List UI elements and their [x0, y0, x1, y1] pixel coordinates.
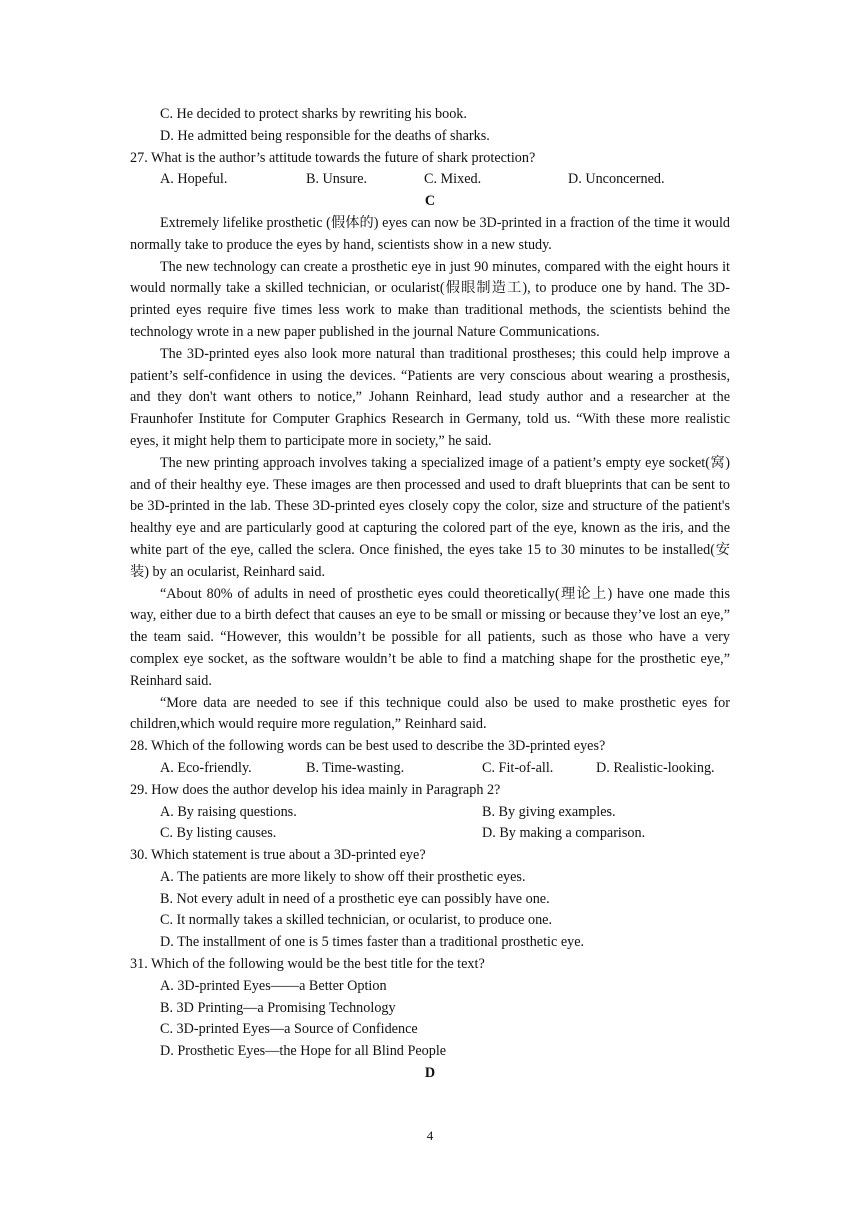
- q28-option-c: C. Fit-of-all.: [482, 759, 554, 776]
- q30-stem: 30. Which statement is true about a 3D-printed eye?: [130, 847, 426, 864]
- section-heading-c: C: [424, 193, 436, 210]
- q29-option-d: D. By making a comparison.: [482, 825, 646, 842]
- q30-option-d: D. The installment of one is 5 times faster than a traditional prosthetic eye.: [160, 934, 585, 951]
- q31-option-b: B. 3D Printing—a Promising Technology: [160, 999, 396, 1016]
- q29-stem: 29. How does the author develop his idea mainly in Paragraph 2?: [130, 781, 501, 798]
- q29-option-c: C. By listing causes.: [160, 825, 277, 842]
- q29-option-a: A. By raising questions.: [160, 803, 297, 820]
- q27-option-d: D. Unconcerned.: [568, 171, 665, 188]
- q31-option-c: C. 3D-printed Eyes—a Source of Confidence: [160, 1021, 418, 1038]
- q27-option-c: C. Mixed.: [424, 171, 482, 188]
- q28-option-d: D. Realistic-looking.: [596, 759, 715, 776]
- q27-option-a: A. Hopeful.: [160, 171, 228, 188]
- q31-option-a: A. 3D-printed Eyes——a Better Option: [160, 977, 387, 994]
- passage-paragraph-2: The new technology can create a prosthetic eye in just 90 minutes, compared with the eight hours it would normally take a skilled technician, or ocularist(假眼制造工), to produce one by hand. The 3D-printed eyes require five times less work to make than traditional methods, the scientists behind the technology wrote in a new paper published in the journal Nature Communications.: [130, 258, 730, 340]
- q27-stem: 27. What is the author’s attitude towards the future of shark protection?: [130, 149, 536, 166]
- passage-paragraph-6: “More data are needed to see if this technique could also be used to make prosthetic eyes for children,which would require more regulation,” Reinhard said.: [130, 694, 730, 733]
- q30-option-c: C. It normally takes a skilled technician, or ocularist, to produce one.: [160, 912, 553, 929]
- passage-paragraph-4: The new printing approach involves taking a specialized image of a patient’s empty eye socket(窝) and of their healthy eye. These images are then processed and used to draft blueprints that can be sent to be 3D-printed in the lab. These 3D-printed eyes closely copy the color, size and structure of the patient's healthy eye and are particularly good at capturing the colored part of the eye, known as the iris, and the white part of the eye, called the sclera. Once finished, the eyes take 15 to 30 minutes to be installed(安装) by an ocularist, Reinhard said.: [130, 454, 730, 580]
- q28-option-b: B. Time-wasting.: [306, 759, 405, 776]
- q28-stem: 28. Which of the following words can be best used to describe the 3D-printed eyes?: [130, 738, 606, 755]
- q31-option-d: D. Prosthetic Eyes—the Hope for all Blind People: [160, 1043, 447, 1060]
- q28-option-a: A. Eco-friendly.: [160, 759, 252, 776]
- section-heading-d: D: [424, 1065, 436, 1082]
- q29-options-row1: [130, 802, 730, 824]
- q29-option-b: B. By giving examples.: [482, 803, 616, 820]
- exam-page: [130, 104, 730, 1085]
- q31-stem: 31. Which of the following would be the best title for the text?: [130, 956, 485, 973]
- passage-paragraph-5: “About 80% of adults in need of prosthetic eyes could theoretically(理论上) have one made this way, either due to a birth defect that causes an eye to be small or missing or because they’ve lost an eye,” the team said. “However, this wouldn’t be possible for all patients, such as those who have a very complex eye socket, as the software wouldn’t be able to find a matching shape for the prosthetic eye,” Reinhard said.: [130, 585, 730, 689]
- q26-option-d: D. He admitted being responsible for the deaths of sharks.: [160, 127, 490, 144]
- q27-options: [130, 169, 730, 191]
- q30-option-b: B. Not every adult in need of a prosthetic eye can possibly have one.: [160, 890, 550, 907]
- page-number: 4: [426, 1128, 434, 1143]
- passage-paragraph-3: The 3D-printed eyes also look more natural than traditional prostheses; this could help improve a patient’s self-confidence in using the devices. “Patients are very conscious about wearing a prosthesis, and they don't want others to notice,” Johann Reinhard, lead study author and a researcher at the Fraunhofer Institute for Computer Graphics Research in Germany, told us. “With these more realistic eyes, it might help them to participate more in society,” he said.: [130, 345, 730, 449]
- q27-option-b: B. Unsure.: [306, 171, 368, 188]
- q28-options: [130, 758, 730, 780]
- q26-option-c: C. He decided to protect sharks by rewriting his book.: [160, 106, 467, 122]
- passage-paragraph-1: Extremely lifelike prosthetic (假体的) eyes can now be 3D-printed in a fraction of the time it would normally take to produce the eyes by hand, scientists show in a new study.: [130, 214, 730, 253]
- q29-options-row2: [130, 823, 730, 845]
- q30-option-a: A. The patients are more likely to show off their prosthetic eyes.: [160, 868, 526, 885]
